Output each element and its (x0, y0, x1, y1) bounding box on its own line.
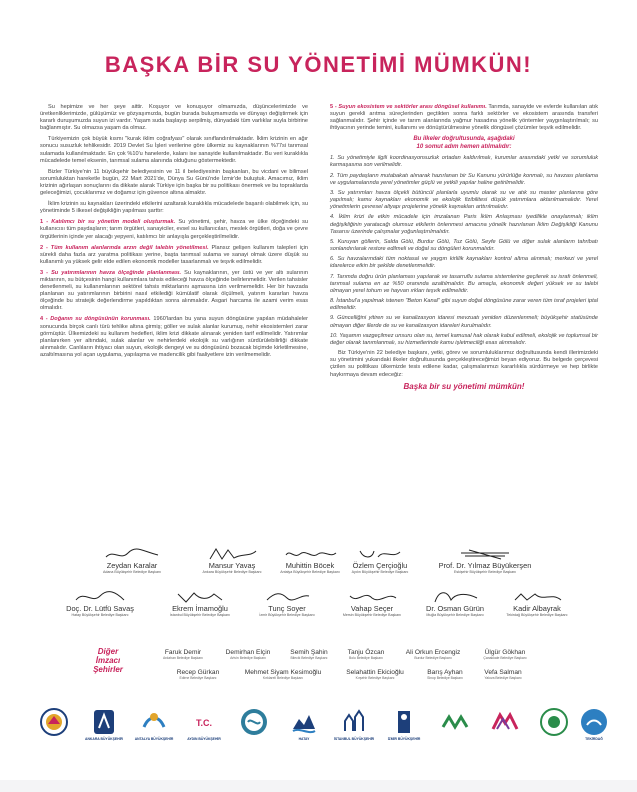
other-signatory-name: Faruk Demir (164, 649, 202, 656)
other-signatory (148, 649, 218, 660)
municipality-logo (230, 707, 278, 757)
other-cities-label-line: Diğer (97, 647, 119, 656)
signatory-name: Doç. Dr. Lütfü Savaş (66, 604, 134, 613)
logo-label: TEKİRDAĞ (585, 737, 603, 741)
right-column (330, 104, 598, 390)
tekirdag-emblem-icon (579, 707, 609, 737)
kirsehir-emblem-icon (539, 707, 569, 737)
principle-5 (330, 104, 598, 132)
signature-block (82, 547, 182, 574)
municipality-logo (570, 707, 618, 757)
signature-icon (455, 547, 515, 561)
principle-heading: Su yatırımlarının havza ölçeğinde planlanması. (51, 269, 182, 276)
signatory-role: Mersin Büyükşehir Belediye Başkanı (342, 613, 402, 617)
signature-block (420, 547, 550, 574)
other-signatory-name: Demirhan Elçin (225, 649, 271, 656)
other-signatory-role: Kırklareli Belediye Başkanı (262, 676, 304, 680)
signature-block (330, 547, 430, 574)
list-item: 10. Yaşamın vazgeçilmez unsuru olan su, temel kamusal hak olarak kabul edilmeli, ekolojik ve toplumsal bir değer olarak tanımlanmalı, su hizmetlerinde kamu işletmeciliği esas alınmalıdır. (330, 332, 598, 346)
municipality-logo (330, 707, 378, 757)
other-signatory-name: Barış Ayhan (427, 669, 463, 676)
principle-3 (40, 270, 308, 313)
signatory-role: Antalya Büyükşehir Belediye Başkanı (280, 570, 340, 574)
signatory-name: Ekrem İmamoğlu (172, 604, 228, 613)
other-signatory-role: Ardahan Belediye Başkanı (163, 656, 203, 660)
signature-block (487, 590, 587, 617)
logo-label: İSTANBUL BÜYÜKŞEHİR (333, 737, 375, 741)
logo-label: AYDIN BÜYÜKŞEHİR (187, 737, 221, 741)
signature-icon (342, 590, 402, 604)
municipality-logo (130, 707, 178, 757)
other-signatory (393, 649, 473, 660)
signature-icon (102, 547, 162, 561)
list-item: 1. Su yönetimiyle ilgili koordinasyonsuzluk ortadan kaldırılmalı, kurumlar arasındaki yetki ve sorumluluk karmaşasına son verilmelidir. (330, 155, 598, 169)
footer-strip (0, 780, 637, 792)
izmir-emblem-icon (389, 707, 419, 737)
signatory-name: Prof. Dr. Yılmaz Büyükerşen (438, 561, 532, 570)
signatory-name: Dr. Osman Gürün (426, 604, 484, 613)
other-signatory-role: Edirne Belediye Başkanı (179, 676, 217, 680)
paragraph: Su hepimize ve her şeye aittir. Koşuyor ve konuşuyor olmamızda, düşüncelerimizde ve üretkenliklerimizde, gülüşümüz ve gözyaşımızda, bugün burada buluşmamızda ve dünyayı değiştirmek için kararlı duruşumuzda suyun izi vardır. Yaşam suda başlayıp serpilmiş, dünyadaki tüm varlıklar suyla birbirine bağlanmıştır. Su olmazsa yaşam da olmaz. (40, 104, 308, 132)
other-signatory-role: Çanakkale Belediye Başkanı (483, 656, 527, 660)
principle-heading: Doğanın su döngüsünün korunması. (50, 316, 151, 323)
logo-label: İZMİR BÜYÜKŞEHİR (387, 737, 421, 741)
principle-number: 2 - (40, 244, 48, 251)
list-item: 9. Güncelliğini yitiren su ve kanalizasyon idaresi mevzuatı yeniden düzenlenmeli; büyükşehir statüsünde olmayan diğer illerde de su ve kanalizasyon idareleri kurulmalıdır. (330, 315, 598, 329)
hatay-emblem-icon (289, 707, 319, 737)
other-signatory-role: Kırşehir Belediye Başkanı (355, 676, 395, 680)
signatory-role: Eskişehir Büyükşehir Belediye Başkanı (453, 570, 517, 574)
logo-label: ANTALYA BÜYÜKŞEHİR (134, 737, 174, 741)
signatory-name: Özlem Çerçioğlu (352, 561, 408, 570)
signatory-name: Mansur Yavaş (208, 561, 256, 570)
other-signatory (331, 649, 401, 660)
other-signatory-role: Artvin Belediye Başkanı (230, 656, 266, 660)
signatory-role: Adana Büyükşehir Belediye Başkanı (103, 570, 161, 574)
antalya-emblem-icon (139, 707, 169, 737)
principle-text: Tarımda, sanayide ve evlerde kullanılan atık suyun gerekli arıtma süreçlerinden geçtikten sonra farklı sektörler ve ekosistem arasında transferi sağlanmalıdır. Şehir içinde ve tarım alanlarında yağmur hasadına yönelik yöntemler yaygınlaştırılmalı; su ihtiyacının yerinde temini, kullanımı ve dönüştürülmesine yönelik döngüsel çözümler teşvik edilmelidir. (330, 104, 599, 132)
municipality-logo (180, 707, 228, 757)
other-cities-label-line: İmzacı (95, 656, 121, 665)
signatory-role: Hatay Büyükşehir Belediye Başkanı (71, 613, 129, 617)
eskisehir-emblem-icon (239, 707, 269, 737)
principle-number: 1 - (40, 219, 49, 226)
signature-icon (257, 590, 317, 604)
signatory-name: Tunç Soyer (268, 604, 306, 613)
signatory-role: İstanbul Büyükşehir Belediye Başkanı (169, 613, 231, 617)
other-signatory-role: Bilecik Belediye Başkanı (290, 656, 328, 660)
other-signatory (330, 669, 420, 680)
other-signatory-name: Selahattin Ekicioğlu (346, 669, 404, 676)
municipality-logo (280, 707, 328, 757)
other-signatory (213, 649, 283, 660)
other-signatory-role: Sinop Belediye Başkanı (427, 676, 463, 680)
signatory-role: İzmir Büyükşehir Belediye Başkanı (259, 613, 315, 617)
logo-label: ANKARA BÜYÜKŞEHİR (85, 737, 123, 741)
other-signatory (470, 649, 540, 660)
municipality-logo (380, 707, 428, 757)
principle-text: 1960'lardan bu yana suyun döngüsüne yapılan müdahaleler sonucunda birçok canlı türü tehlike altına girmiş; göller ve sulak alanlar kurumuş, nehir ekosistemleri zarar görmüştür. Ülkemizdeki su kullanım hedefleri, iklim krizi dikkate alınarak yeniden tarif edilmelidir. Yatırımlar planlanırken yer altındaki, sulak alanlar ve nehirlerdeki ekolojik su varlığının sürdürülebilirliği dikkate alınmalıdır. Canlıların ihtiyacı olan suyun, ekolojik dengeyi ve su döngüsünü bozacak biçimde kirletilmesine, azaltılmasına yol açan uygulama, yapılaşma ve madencilik gibi faaliyetlere izin verilmemelidir. (40, 316, 309, 358)
signature-icon (507, 590, 567, 604)
other-signatory-name: Recep Gürkan (176, 669, 220, 676)
other-signatory (158, 669, 238, 680)
municipality-logo (480, 707, 528, 757)
other-cities-label-line: Şehirler (93, 665, 123, 674)
signature-icon (202, 547, 262, 561)
signatory-role: Aydın Büyükşehir Belediye Başkanı (351, 570, 409, 574)
list-item: 7. Tarımda doğru ürün planlaması yapılarak ve tasarruflu sulama sistemlerine geçilerek su israfı önlenmeli, tarımsal sulama en az %50 oranında azaltılmalıdır. Bu amaçla, ekonomik değeri yüksek ve su talebi olmayan yerel tohum ve hayvan ırkları teşvik edilmelidir. (330, 273, 598, 294)
signatory-name: Vahap Seçer (350, 604, 394, 613)
principle-text: Plansız gelişen kullanım talepleri için sürekli daha fazla arz yaratma politikası yerine, başta tarımsal sulama ve sanayi olmak üzere düşük su kullanımlı ya yüksek gelir elde edilen ekonomik modeller tasarlanmalı ve teşvik edilmelidir. (40, 244, 309, 265)
other-signatory-name: Mehmet Siyam Kesimoğlu (244, 669, 322, 676)
paragraph: Bizler Türkiye'nin 11 büyükşehir belediyesinin ve 11 il belediyesinin başkanları, bu vicdani ve bilimsel sorumluluktan hareketle bugün, 22 Mart 2021'de, Dünya Su Günü'nde İzmir'de buluştuk. Amacımız, iklim krizinin ağırlaşan sonuçlarını da dikkate alarak Türkiye için başka bir su politikası önermek ve bu topraklarda geleceğimizi, çocuklarımız ve doğamız için güvence altına almaktır. (40, 168, 308, 197)
steps-heading-line: 10 somut adım hemen atılmalıdır: (416, 143, 512, 150)
principle-text: Su yönetimi, şehir, havza ve ülke ölçeğindeki su kullanıcısı tüm paydaşların; tarım örgütleri, sanayiciler, evsel su kullanıcıları, meslek örgütleri, doğa ve çevre örgütlerinin içinde yer alacağı yepyeni, katılımcı bir anlayışla gerçekleştirilmelidir. (40, 219, 308, 240)
signature-block (50, 590, 150, 617)
list-item: 4. İklim krizi ile etkin mücadele için imzalanan Paris İklim Anlaşması iyedilikle onaylanmalı; iklim değişikliğinin yaratacağı olumsuz etkilerin önlenmesi amacına yönelik hazırlanan İklim Değişikliği Kanunu Tasarısı üzerinde çalışmalar yoğunlaştırılmalıdır. (330, 214, 598, 235)
ankara-emblem-icon (89, 707, 119, 737)
municipality-logo (80, 707, 128, 757)
adana-emblem-icon (39, 707, 69, 737)
signatory-role: Ankara Büyükşehir Belediye Başkanı (202, 570, 262, 574)
logo-label: HATAY (298, 737, 310, 741)
principle-heading: Suyun ekosistem ve sektörler arası döngüsel kullanımı. (338, 104, 487, 110)
municipality-logo (430, 707, 478, 757)
signature-block (150, 590, 250, 617)
principle-number: 3 - (40, 269, 49, 276)
page-title: BAŞKA BİR SU YÖNETİMİ MÜMKÜN! (104, 52, 533, 77)
principle-number: 5 - (330, 104, 337, 110)
paragraph: Türkiyemizin çok büyük kısmı "kurak iklim coğrafyası" olarak sınıflandırılmaktadır. İklim krizinin en ağır sonucu susuzluk tehlikesidir. 2019 Devlet Su İşleri verilerine göre ülkemiz su kaynaklarının %77si tarımsal sulamada kullanılmaktadır. En çok %10'u hanelerde, kalanı ise sanayide kullanılmaktadır. Bu veri kuraklıkla mücadelede temel eksenin, tarımsal sulama alanında olduğunu göstermektedir. (40, 136, 308, 164)
signature-icon (170, 590, 230, 604)
signatory-role: Muğla Büyükşehir Belediye Başkanı (426, 613, 484, 617)
aydin-emblem-icon (189, 707, 219, 737)
signatory-name: Kadir Albayrak (513, 604, 561, 613)
closing-slogan: Başka bir su yönetimi mümkün! (403, 381, 525, 391)
principle-2 (40, 245, 308, 266)
paragraph: İklim krizinin su kaynakları üzerindeki etkilerini azaltarak kuraklıkla mücadelede başarılı olabilmek için, su yönetiminde 5 ilkesel değişikliğin yapılması şarttır: (40, 201, 308, 215)
left-column (40, 104, 308, 363)
other-signatory-name: Ali Orkun Ercengiz (405, 649, 461, 656)
steps-list (330, 155, 598, 347)
other-signatory-name: Ülgür Gökhan (484, 649, 526, 656)
istanbul-emblem-icon (339, 707, 369, 737)
other-signatory-name: Semih Şahin (290, 649, 328, 656)
signatory-name: Muhittin Böcek (285, 561, 335, 570)
other-signatory (468, 669, 538, 680)
steps-heading-line: Bu ilkeler doğrultusunda, aşağıdaki (413, 136, 515, 143)
other-signatory-role: Bolu Belediye Başkanı (349, 656, 383, 660)
municipality-logo (30, 707, 78, 757)
principle-number: 4 - (40, 316, 48, 323)
principle-4 (40, 316, 308, 359)
signatory-name: Zeydan Karalar (106, 561, 158, 570)
municipality-logos (18, 707, 619, 757)
list-item: 3. Su yatırımları havza ölçekli bütüncül planlarla uyumlu olarak su ve atık su master planlarına göre yapılmalı; kamu kaynakları ekonomik ve ekolojik fizibilitesi düşük yatırımlara aktarılmamalıdır. Yerel yönetimlerin çevresel altyapı projelerine yönelik kaynakları arttırılmalıdır. (330, 189, 598, 211)
svg-text:T.C.: T.C. (195, 718, 213, 728)
principle-text: Su kaynaklarının, yer üstü ve yer altı sularının miktarının, su bütçesinin hangi kullanımlara tahsis edileceği havza ölçeğinde belirlenmelidir. Verilen tahsisler denetlenmeli, su kullanımlarının sektörel tahsis miktarlarını aşmasına izin verilmemelidir. Her bir havzada planlanan su yatırımlarının birbirini nasıl etkilediği kümülatif olarak ölçülmeli, yatırım kararları havza ölçeğinde bu stratejik değerlendirme yapıldıktan sonra alınmalıdır. Asgari harcama ile azami verim esas olmalıdır. (40, 269, 308, 312)
steps-heading (330, 136, 598, 151)
principle-1 (40, 219, 308, 240)
other-signatory-name: Vefa Salman (484, 669, 522, 676)
principle-heading: Tüm kullanım alanlarında arzın değil talebin yönetilmesi. (50, 244, 209, 251)
declaration: Biz Türkiye'nin 22 belediye başkanı, yetki, görev ve sorumluluklarımız doğrultusunda kendi illerimizdeki su yönetimini yukarıdaki ilkeler doğrultusunda gerçekleştireceğimizi beyan ediyoruz. Bu belgede çerçevesi çizilen su politikası ülkemizde tesis edilene kadar, çalışmalarımızı kararlılıkla sürdürmeye ve hep birlikte haykırmaya devam edeceğiz: (330, 350, 598, 378)
other-signatory (228, 669, 338, 680)
list-item: 2. Tüm paydaşların mutabakatı alınarak hazırlanan bir Su Kanunu yürürlüğe konmalı, su havzası planlama ve uygulamalarında yerel yönetimler güçlü ve yetkili yapılar haline getirilmelidir. (330, 172, 598, 186)
signature-icon (425, 590, 485, 604)
other-signatory-role: Yalova Belediye Başkanı (484, 676, 522, 680)
signature-icon (70, 590, 130, 604)
signatory-role: Tekirdağ Büyükşehir Belediye Başkanı (506, 613, 568, 617)
mugla-emblem-icon (489, 707, 519, 737)
other-signatory-role: Burdur Belediye Başkanı (414, 656, 452, 660)
principle-heading: Katılımcı bir su yönetim modeli oluşturmak. (51, 219, 176, 226)
body-columns (40, 104, 598, 624)
list-item: 5. Kuruyan göllerin, Salda Gölü, Burdur Gölü, Tuz Gölü, Seyfe Gölü ve diğer sulak alanların tahribatı sonlandırılarak restore edilmeli ve doğal su döngüleri korunmalıdır. (330, 238, 598, 252)
mersin-emblem-icon (439, 707, 469, 737)
signature-icon (350, 547, 410, 561)
other-signatory-name: Tanju Özcan (347, 649, 385, 656)
list-item: 8. İstanbul'a yapılmak istenen "Beton Kanal" gibi suyun doğal döngüsüne zarar veren tüm israf projeleri iptal edilmelidir. (330, 298, 598, 312)
list-item: 6. Su havzalarındaki tüm noktasal ve yaygın kirlilik kaynakları kontrol altına alınmalı; merkezi ve yerel idarelerce etkin bir şekilde denetlenmelidir. (330, 256, 598, 270)
other-cities-label (78, 647, 138, 674)
